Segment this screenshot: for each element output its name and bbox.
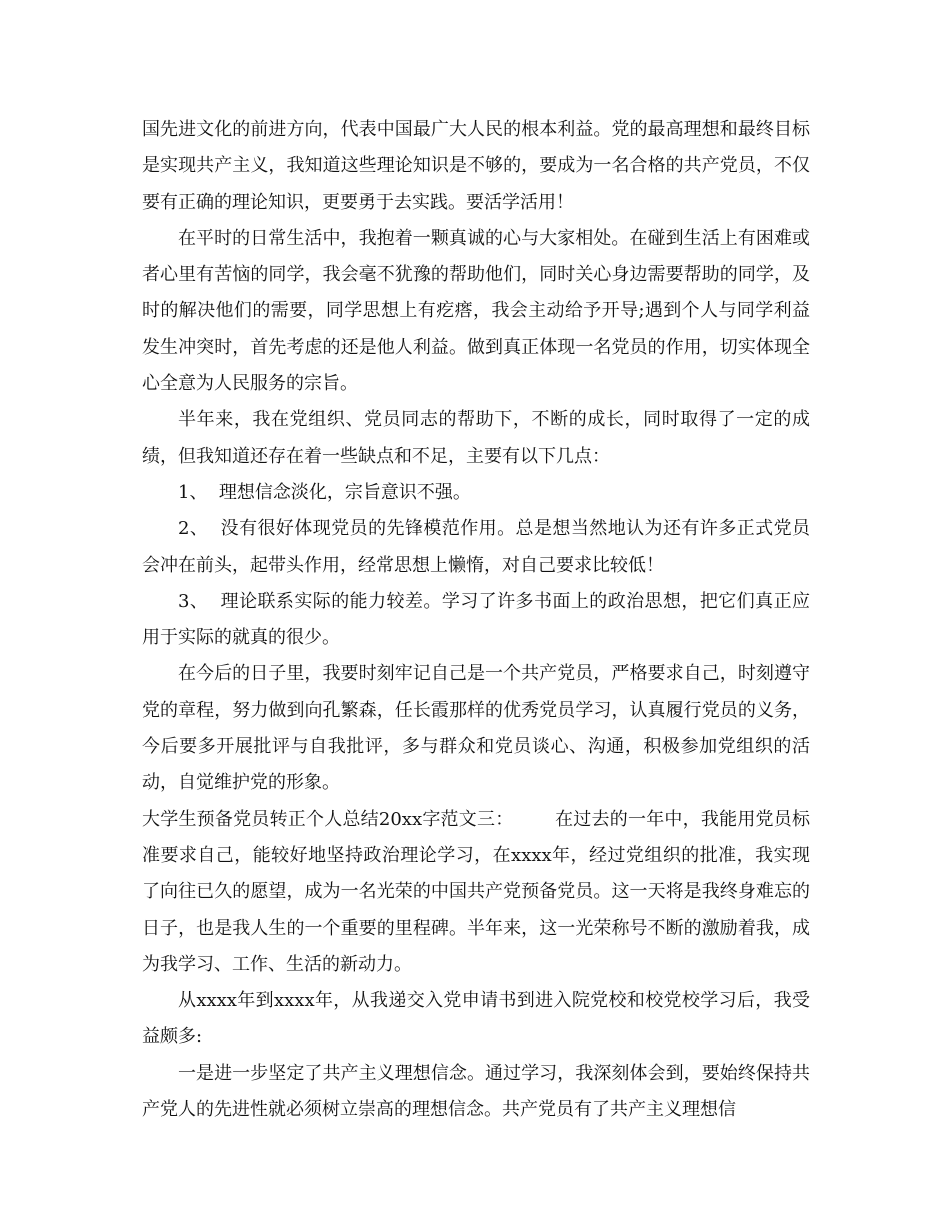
- list-item-number: 1、: [178, 481, 208, 503]
- list-item: [142, 511, 810, 584]
- paragraph-section-three: [142, 802, 810, 983]
- section-body: 在过去的一年中，我能用党员标准要求自己，能较好地坚持政治理论学习，在xxxx年，经过党组织的批准，我实现了向往已久的愿望，成为一名光荣的中国共产党预备党员。这一天将是我终身难忘的日子，也是我人生的一个重要的里程碑。半年来，这一光荣称号不断的激励着我，成为我学习、工作、生活的新动力。: [142, 808, 810, 975]
- document-body: [142, 112, 810, 1128]
- section-heading: 大学生预备党员转正个人总结20xx字范文三：: [142, 808, 514, 830]
- list-item-text: 没有很好体现党员的先锋模范作用。总是想当然地认为还有许多正式党员会冲在前头，起带头作用，经常思想上懒惰，对自己要求比较低！: [142, 518, 811, 576]
- list-item-number: 3、: [178, 590, 209, 612]
- paragraph-future: 在今后的日子里，我要时刻牢记自己是一个共产党员，严格要求自己，时刻遵守党的章程，努力做到向孔繁森，任长霞那样的优秀党员学习，认真履行党员的义务，今后要多开展批评与自我批评，多与群众和党员谈心、沟通，积极参加党组织的活动，自觉维护党的形象。: [142, 663, 810, 794]
- paragraph-from-to: 从xxxx年到xxxx年，从我递交入党申请书到进入院党校和校党校学习后，我受益颇多:: [142, 990, 810, 1048]
- list-item-text: 理论联系实际的能力较差。学习了许多书面上的政治思想，把它们真正应用于实际的就真的很少。: [142, 590, 811, 649]
- paragraph-first-point: 一是进一步坚定了共产主义理想信念。通过学习，我深刻体会到，要始终保持共产党人的先进性就必须树立崇高的理想信念。共产党员有了共产主义理想信: [142, 1062, 810, 1121]
- paragraph-daily-life: 在平时的日常生活中，我抱着一颗真诚的心与大家相处。在碰到生活上有困难或者心里有苦恼的同学，我会毫不犹豫的帮助他们，同时关心身边需要帮助的同学，及时的解决他们的需要，同学思想上有疙瘩，我会主动给予开导;遇到个人与同学利益发生冲突时，首先考虑的还是他人利益。做到真正体现一名党员的作用，切实体现全心全意为人民服务的宗旨。: [142, 227, 810, 395]
- list-item: [142, 584, 810, 657]
- paragraph-half-year: 半年来，我在党组织、党员同志的帮助下，不断的成长，同时取得了一定的成绩，但我知道还存在着一些缺点和不足，主要有以下几点：: [142, 409, 810, 467]
- list-item-text: 理想信念淡化，宗旨意识不强。: [218, 481, 471, 503]
- list-item: [142, 475, 810, 511]
- list-item-number: 2、: [178, 518, 209, 540]
- paragraph-continuation: 国先进文化的前进方向，代表中国最广大人民的根本利益。党的最高理想和最终目标是实现共产主义，我知道这些理论知识是不够的，要成为一名合格的共产党员，不仅要有正确的理论知识，更要勇于去实践。要活学活用！: [142, 119, 810, 213]
